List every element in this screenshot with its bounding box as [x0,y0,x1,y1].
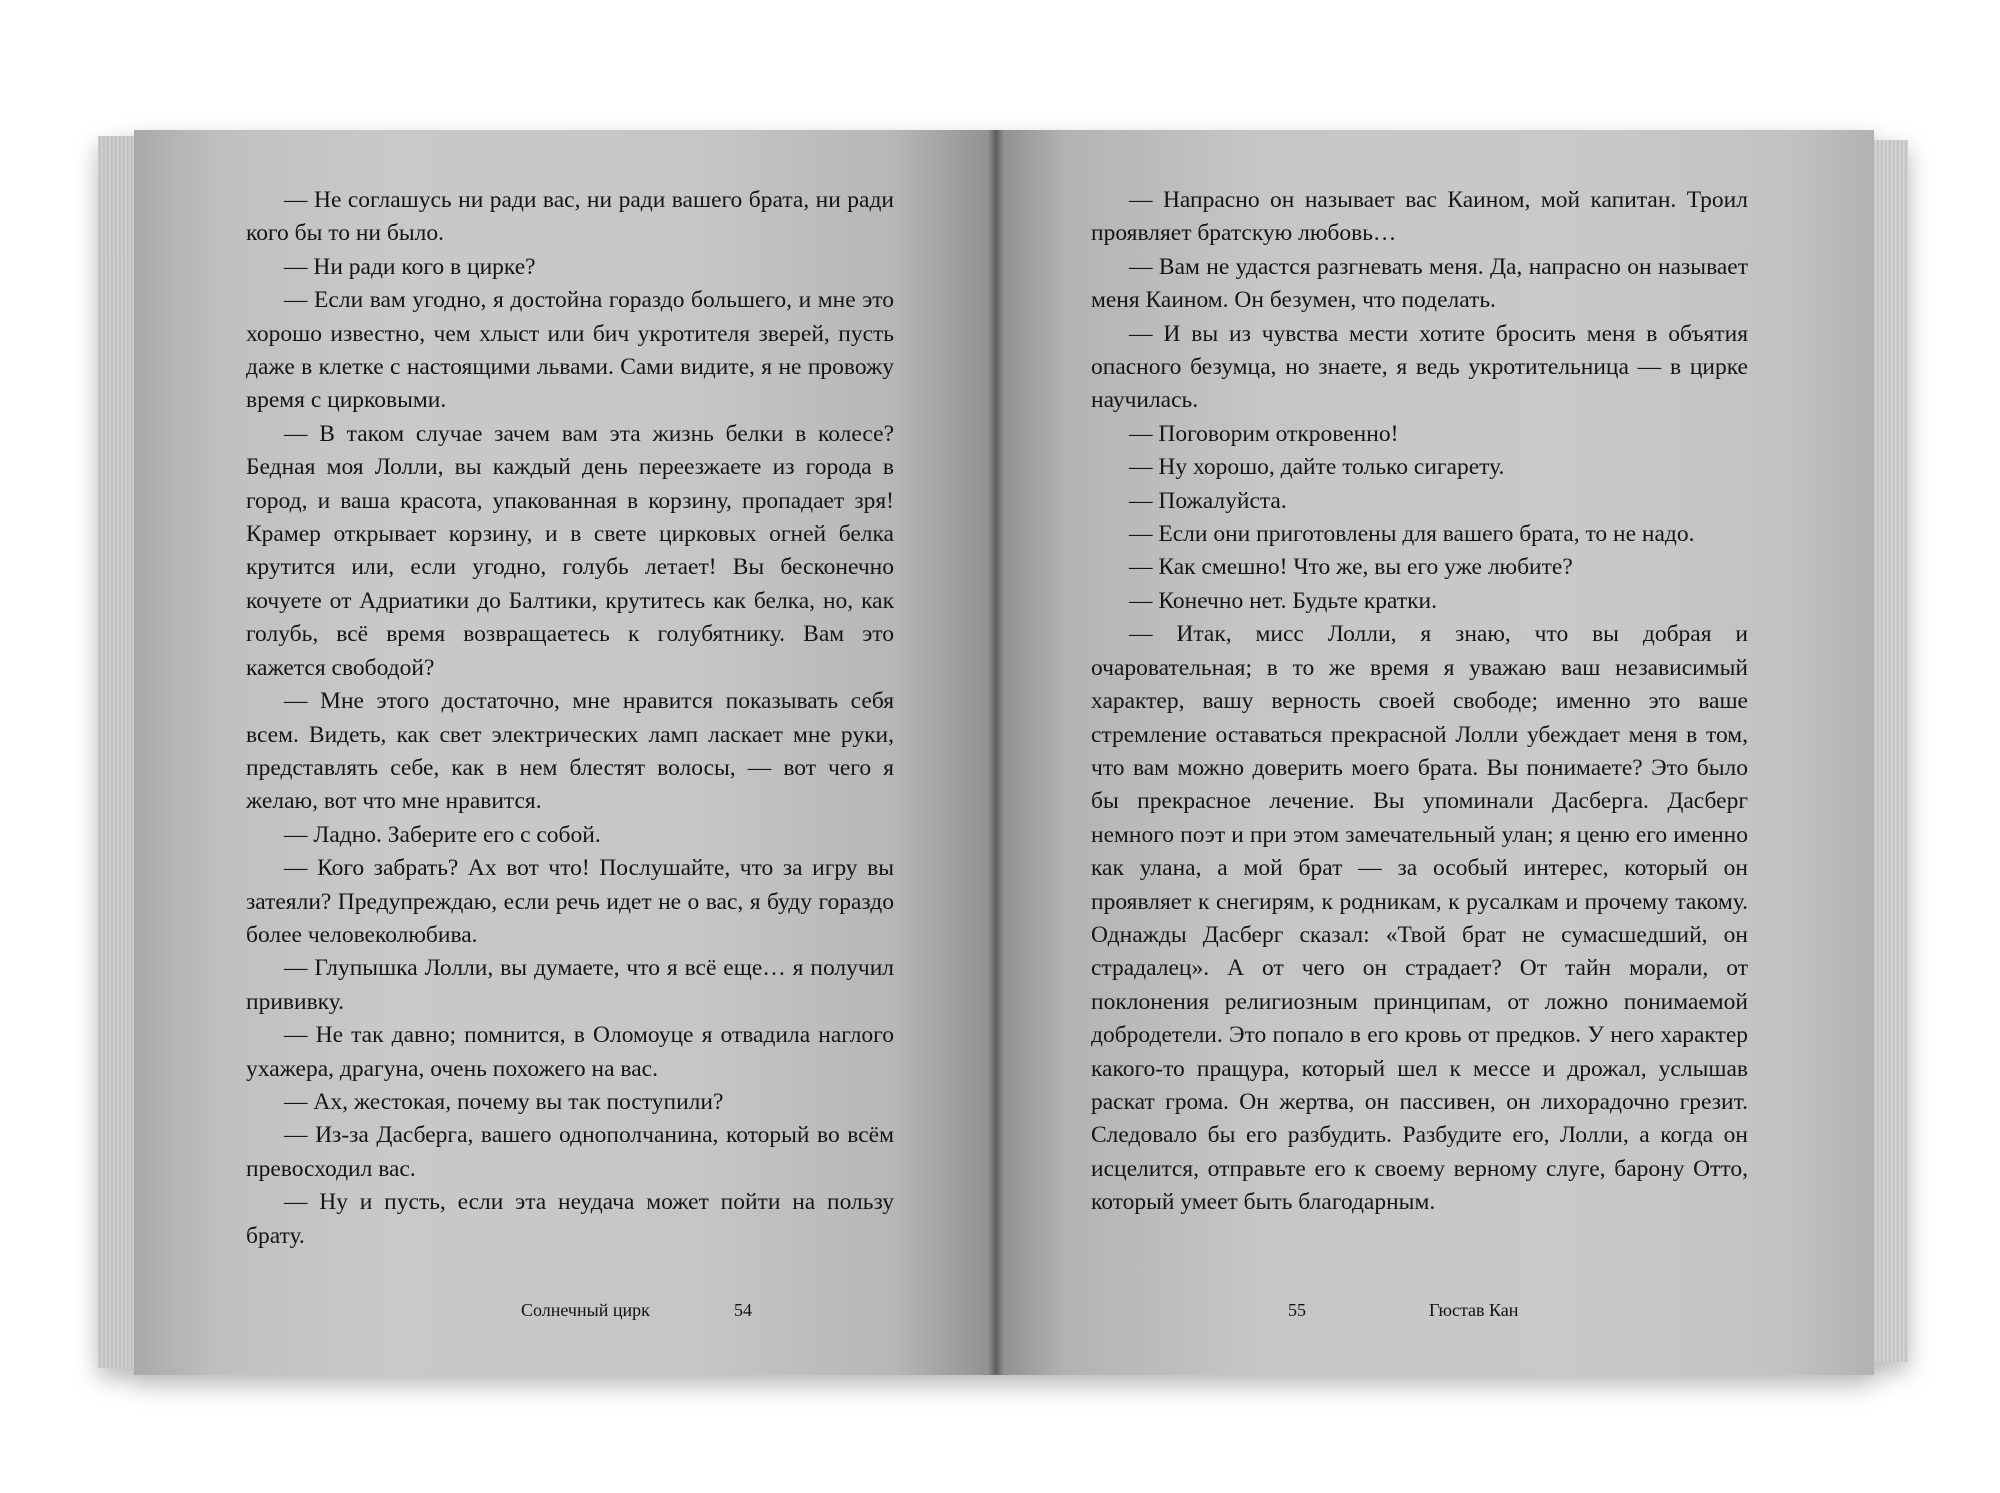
left-page-text [246,184,894,1253]
paragraph: — Если вам угодно, я достойна гораздо большего, и мне это хорошо известно, чем хлыст или бич укротителя зверей, пусть даже в клетке с настоящими львами. Сами видите, я не провожу время с цирковыми. [246,287,894,414]
paragraph: — Мне этого достаточно, мне нравится показывать себя всем. Видеть, как свет электрических ламп ласкает мне руки, представлять себе, как в нем блестят волосы, — вот чего я желаю, вот что мне нравится. [246,688,894,815]
paragraph: — Ладно. Заберите его с собой. [284,821,601,848]
page-number-right: 55 [1288,1300,1306,1320]
page-edges-left [98,136,138,1368]
paragraph: — Итак, мисс Лолли, я знаю, что вы добрая и очаровательная; в то же время я уважаю ваш независимый характер, вашу верность своей свободе; именно это ваше стремление оставаться прекрасной Лолли убеждает меня в том, что вам можно доверить моего брата. Вы понимаете? Это было бы прекрасное лечение. Вы упоминали Дасберга. Дасберг немного поэт и при этом замечательный улан; я ценю его именно как улана, а мой брат — за особый интерес, который он проявляет к снегирям, к родникам, к русалкам и прочему такому. Однажды Дасберг сказал: «Твой брат не сумасшедший, он страдалец». А от чего он страдает? От тайн морали, от поклонения религиозным принципам, от ложно понимаемой добродетели. Это попало в его кровь от предков. У него характер какого-то пращура, который шел к мессе и дрожал, услышав раскат грома. Он жертва, он пассивен, он лихорадочно грезит. Следовало бы его разбудить. Разбудите его, Лолли, а когда он исцелится, отправьте его к своему верному слуге, барону Отто, который умеет быть благодарным. [1091,621,1748,1216]
paragraph: — В таком случае зачем вам эта жизнь белки в колесе? Бедная моя Лолли, вы каждый день переезжаете из города в город, и ваша красота, упакованная в корзину, пропадает зря! Крамер открывает корзину, и в свете цирковых огней белка крутится или, если угодно, голубь летает! Вы бесконечно кочуете от Адриатики до Балтики, крутитесь как белка, но, как голубь, всё время возвращаетесь к голубятнику. Вам это кажется свободой? [246,420,894,681]
left-page [134,130,996,1375]
paragraph: — Ах, жестокая, почему вы так поступили? [284,1088,724,1115]
paragraph: — Кого забрать? Ах вот что! Послушайте, что за игру вы затеяли? Предупреждаю, если речь идет не о вас, я буду гораздо более человеколюбива. [246,855,894,948]
paragraph: — Не соглашусь ни ради вас, ни ради вашего брата, ни ради кого бы то ни было. [246,187,894,247]
page-number-left: 54 [734,1300,752,1320]
page-edges-right [1872,140,1908,1362]
paragraph: — Ну хорошо, дайте только сигарету. [1129,454,1505,481]
paragraph: — Вам не удастся разгневать меня. Да, напрасно он называет меня Каином. Он безумен, что поделать. [1091,253,1748,314]
book-spine [988,130,1004,1375]
paragraph: — Конечно нет. Будьте кратки. [1129,587,1437,614]
paragraph: — Ни ради кого в цирке? [284,253,536,280]
open-book [98,130,1908,1375]
paragraph: — Если они приготовлены для вашего брата, то не надо. [1129,521,1695,548]
paragraph: — Не так давно; помнится, в Оломоуце я отвадила наглого ухажера, драгуна, очень похожего на вас. [246,1022,894,1082]
paragraph: — Из-за Дасберга, вашего однополчанина, который во всём превосходил вас. [246,1122,894,1182]
right-page [996,130,1874,1375]
running-footer-title: Солнечный цирк [521,1300,650,1320]
paragraph: — Глупышка Лолли, вы думаете, что я всё еще… я получил прививку. [246,955,894,1015]
paragraph: — Пожалуйста. [1129,487,1287,514]
paragraph: — Поговорим откровенно! [1129,420,1399,447]
paragraph: — Ну и пусть, если эта неудача может пойти на пользу брату. [246,1189,894,1249]
paragraph: — Напрасно он называет вас Каином, мой капитан. Троил проявляет братскую любовь… [1091,187,1748,247]
running-footer-author: Гюстав Кан [1429,1300,1519,1320]
paragraph: — И вы из чувства мести хотите бросить меня в объятия опасного безумца, но знаете, я ведь укротительница — в цирке научилась. [1091,320,1748,414]
right-page-text [1091,184,1748,1220]
paragraph: — Как смешно! Что же, вы его уже любите? [1129,554,1573,581]
